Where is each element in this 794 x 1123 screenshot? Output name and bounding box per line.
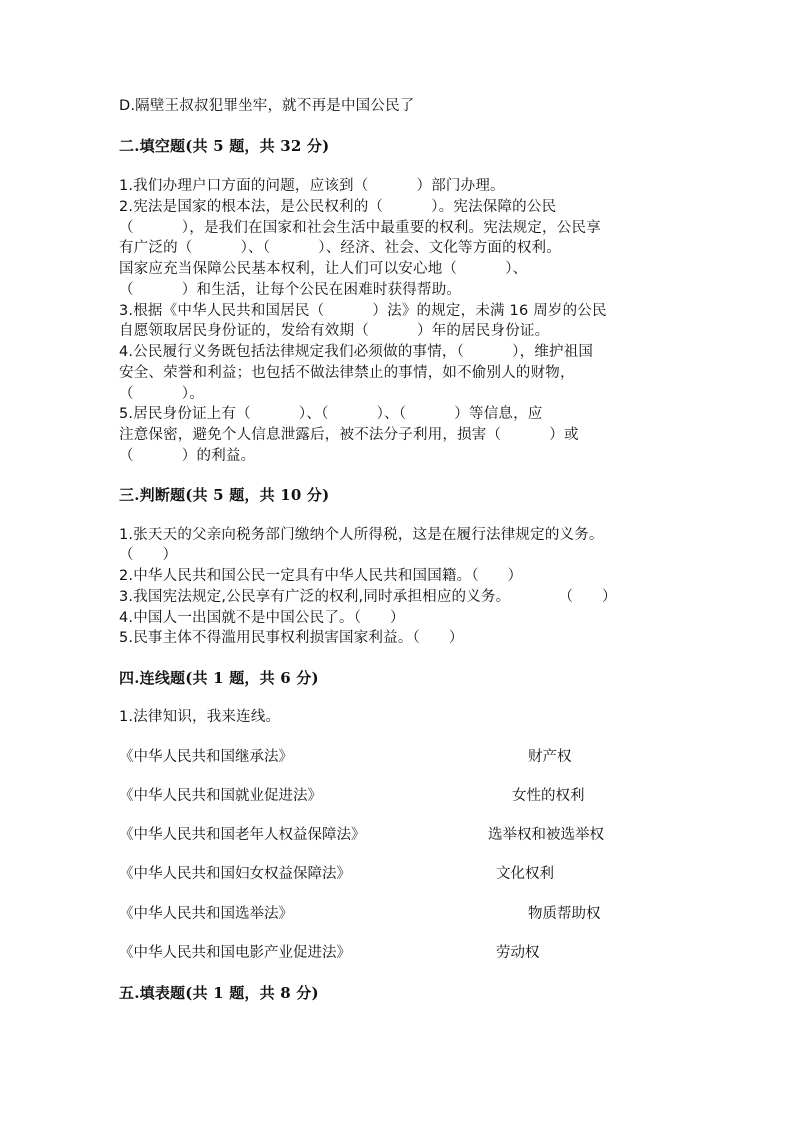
judge-line: 1.张天天的父亲向税务部门缴纳个人所得税，这是在履行法律规定的义务。 [119, 527, 604, 543]
judge-line: 2.中华人民共和国公民一定具有中华人民共和国国籍。（ ） [119, 568, 523, 584]
fill-line: 国家应充当保障公民基本权利，让人们可以安心地（ ）、 [119, 261, 528, 277]
judge-line: 3.我国宪法规定,公民享有广泛的权利,同时承担相应的义务。 （ ） [119, 589, 617, 605]
law-item: 《中华人民共和国电影产业促进法》 [119, 945, 351, 961]
fill-line: 有广泛的（ ）、（ ）、经济、社会、文化等方面的权利。 [119, 240, 561, 256]
fill-line: 1.我们办理户口方面的问题，应该到（ ）部门办理。 [119, 178, 505, 194]
right-item: 物质帮助权 [528, 906, 601, 922]
right-item: 女性的权利 [512, 788, 585, 804]
law-item: 《中华人民共和国妇女权益保障法》 [119, 866, 351, 882]
fill-line: 安全、荣誉和利益；也包括不做法律禁止的事情，如不偷别人的财物， [119, 365, 575, 381]
law-item: 《中华人民共和国就业促进法》 [119, 788, 322, 804]
fill-line: 2.宪法是国家的根本法，是公民权利的（ ）。宪法保障的公民 [119, 199, 557, 215]
section-2-heading: 二.填空题(共 5 题，共 32 分) [119, 137, 330, 155]
fill-line: （ ）的利益。 [119, 448, 256, 464]
right-item: 文化权利 [496, 866, 554, 882]
option-d: D.隔壁王叔叔犯罪坐牢，就不再是中国公民了 [119, 98, 415, 114]
right-item: 选举权和被选举权 [488, 827, 604, 843]
section-5-heading: 五.填表题(共 1 题，共 8 分) [119, 984, 319, 1002]
matching-intro: 1.法律知识，我来连线。 [119, 709, 281, 725]
judge-line: 4.中国人一出国就不是中国公民了。（ ） [119, 610, 405, 626]
fill-line: 自愿领取居民身份证的，发给有效期（ ）年的居民身份证。 [119, 323, 550, 339]
section-4-heading: 四.连线题(共 1 题，共 6 分) [119, 669, 319, 687]
right-item: 劳动权 [496, 945, 540, 961]
fill-line: 5.居民身份证上有（ ）、（ ）、（ ）等信息，应 [119, 406, 543, 422]
law-item: 《中华人民共和国选举法》 [119, 906, 293, 922]
judge-line: 5.民事主体不得滥用民事权利损害国家利益。（ ） [119, 630, 464, 646]
fill-line: （ ）和生活，让每个公民在困难时获得帮助。 [119, 282, 462, 298]
fill-line: 3.根据《中华人民共和国居民（ ）法》的规定，未满 16 周岁的公民 [119, 303, 607, 319]
law-item: 《中华人民共和国继承法》 [119, 749, 293, 765]
fill-line: （ ），是我们在国家和社会生活中最重要的权利。宪法规定，公民享 [119, 220, 601, 236]
fill-line: （ ）。 [119, 386, 204, 402]
fill-line: 4.公民履行义务既包括法律规定我们必须做的事情，（ ），维护祖国 [119, 344, 594, 360]
fill-line: 注意保密，避免个人信息泄露后，被不法分子利用，损害（ ）或 [119, 427, 579, 443]
judge-line: （ ） [119, 547, 178, 563]
right-item: 财产权 [528, 749, 572, 765]
section-3-heading: 三.判断题(共 5 题，共 10 分) [119, 486, 330, 504]
law-item: 《中华人民共和国老年人权益保障法》 [119, 827, 366, 843]
